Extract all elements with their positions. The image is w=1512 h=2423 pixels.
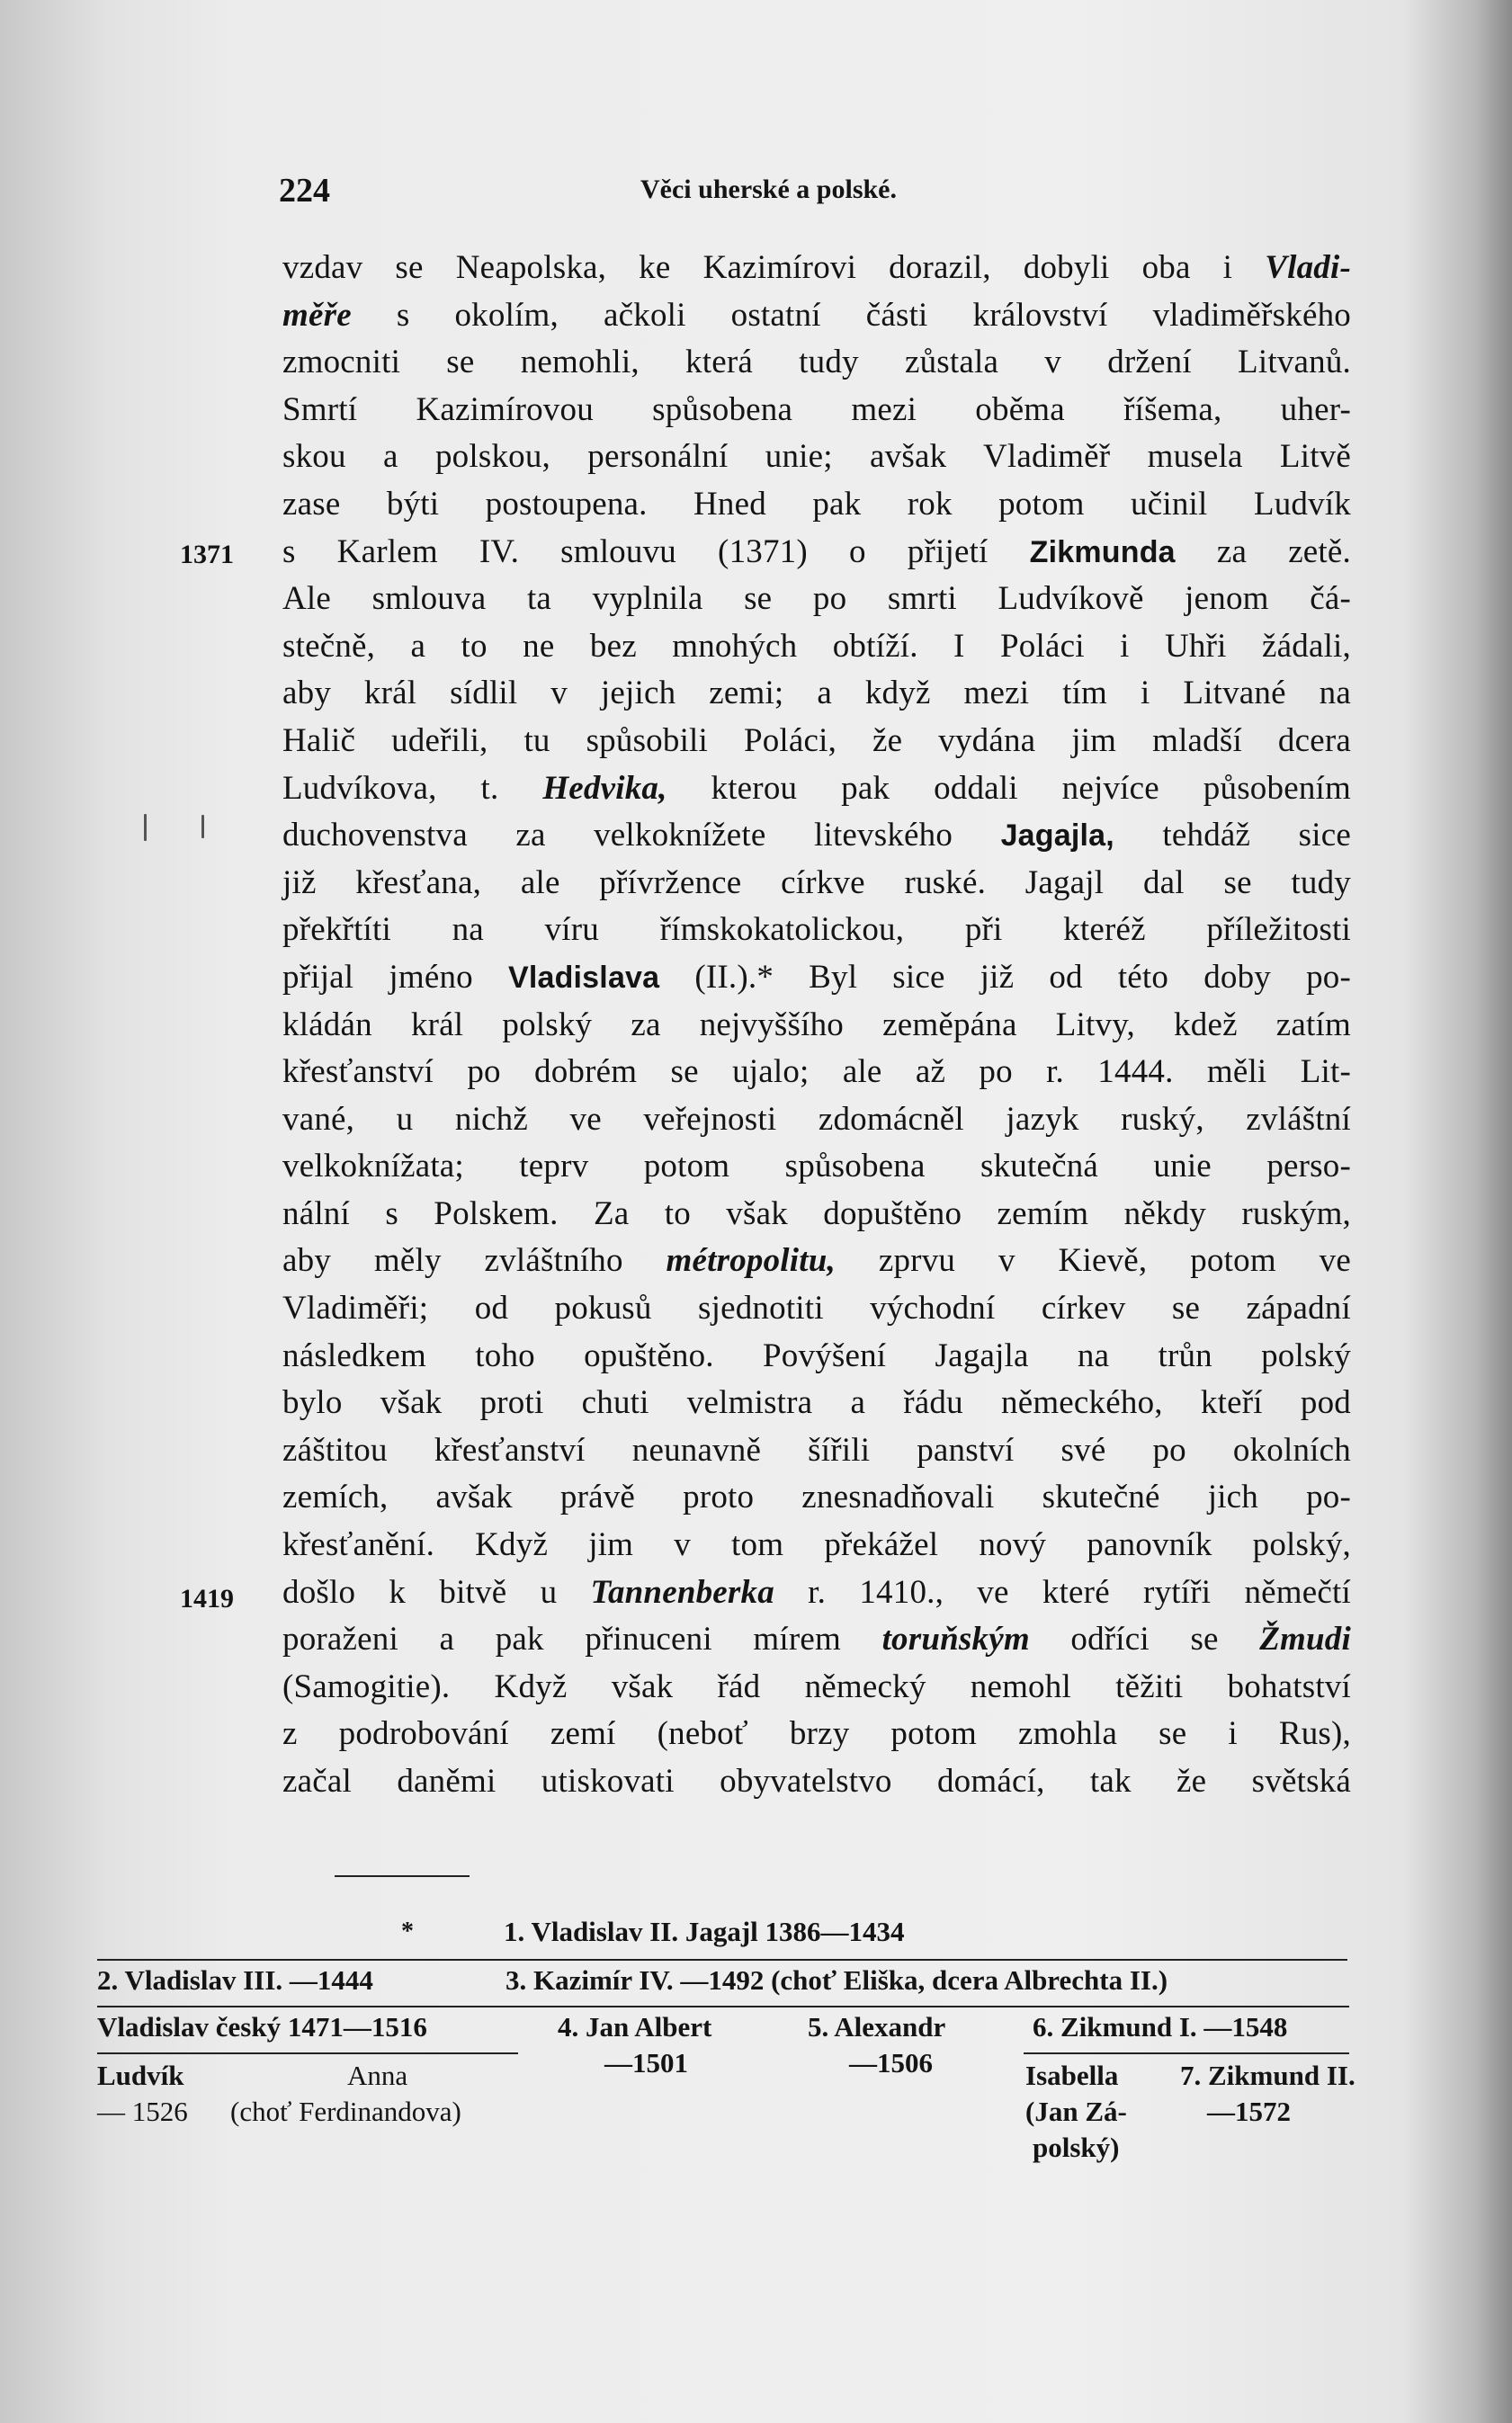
text-run: (Samogitie). Když však řád německý nemohl těžiti bohatství (282, 1667, 1351, 1705)
emphasized-name: Zikmunda (1029, 534, 1176, 569)
text-run: r. 1410., ve které rytíři němečtí (774, 1573, 1351, 1611)
emphasized-name: Jagajla, (1000, 818, 1114, 854)
text-run: kterou pak oddali nejvíce působením (667, 769, 1351, 807)
text-line (282, 1285, 1351, 1333)
text-run: aby měly zvláštního (282, 1242, 667, 1280)
text-line (282, 954, 1351, 1002)
text-run: stečně, a to ne bez mnohých obtíží. I Poláci i Uhři žádali, (282, 627, 1351, 665)
text-line (282, 1049, 1351, 1096)
text-run: Halič udeřili, tu spůsobili Poláci, že vydána jim mladší dcera (282, 721, 1351, 759)
text-run: záštitou křesťanství neunavně šířili panství své po okolních (282, 1431, 1351, 1469)
gen3-alexandr-dates: —1506 (849, 2047, 933, 2079)
text-run: s Karlem IV. smlouvu (1371) o přijetí (282, 532, 1030, 570)
text-run: vzdav se Neapolska, ke Kazimírovi dorazil, dobyli oba i (282, 249, 1266, 286)
text-run: přijal jméno (282, 958, 508, 996)
scan-mark (201, 815, 204, 838)
italic-term: Tannenberka (590, 1573, 774, 1611)
running-header (279, 171, 1349, 216)
text-line (282, 1758, 1351, 1806)
text-line (282, 1333, 1351, 1381)
text-line (282, 718, 1351, 765)
gen4-isabella-husband: (Jan Zá- (1025, 2096, 1127, 2127)
gen4-zikmund-ii-dates: —1572 (1207, 2096, 1291, 2127)
gen3-jan-albert-dates: —1501 (604, 2047, 688, 2079)
gen3-left-bracket (97, 2052, 518, 2054)
text-run: aby král sídlil v jejich zemi; a když mezi tím i Litvané na (282, 675, 1351, 712)
text-line (282, 387, 1351, 434)
text-line (282, 339, 1351, 387)
text-run: došlo k bitvě u (282, 1573, 591, 1611)
text-line (282, 245, 1351, 292)
text-line (282, 623, 1351, 671)
text-line (282, 1616, 1351, 1664)
text-run: bylo však proti chuti velmistra a řádu německého, kteří pod (282, 1384, 1351, 1422)
text-run: začal daněmi utiskovati obyvatelstvo domácí, tak že světská (282, 1763, 1351, 1800)
gen4-isabella-husband-cont: polský) (1033, 2132, 1120, 2163)
gen3-vladislav-cesky: Vladislav český 1471—1516 (97, 2011, 427, 2043)
gen1-bracket (97, 1959, 1347, 1961)
text-run: poraženi a pak přinuceni mírem (282, 1621, 882, 1659)
text-run: zase býti postoupena. Hned pak rok potom učinil Ludvík (282, 485, 1351, 523)
italic-term: toruňským (881, 1621, 1030, 1659)
footnote-marker: * (401, 1918, 414, 1945)
text-run: tehdáž sice (1114, 817, 1351, 854)
gen3-jan-albert: 4. Jan Albert (558, 2011, 712, 2043)
text-run: odříci se (1029, 1621, 1260, 1659)
text-run: Smrtí Kazimírovou spůsobena mezi oběma říšema, uher- (282, 390, 1351, 428)
text-line (282, 1522, 1351, 1569)
text-run: překřtíti na víru římskokatolickou, při kteréž příležitosti (282, 911, 1351, 949)
text-run: již křesťana, ale přívržence církve ruské. Jagajl dal se tudy (282, 863, 1351, 901)
text-line (282, 434, 1351, 481)
text-run: kládán král polský za nejvyššího zeměpána Litvy, kdež zatím (282, 1006, 1351, 1043)
emphasized-name: Vladislava (507, 960, 660, 995)
body-paragraph (282, 245, 1351, 1806)
text-run: duchovenstva za velkoknížete litevského (282, 817, 1001, 854)
text-line (282, 1380, 1351, 1427)
text-run: zemích, avšak právě proto znesnadňovali skutečné jich po- (282, 1479, 1351, 1516)
text-run: s okolím, ačkoli ostatní části království vladiměřského (351, 296, 1351, 334)
text-line (282, 1569, 1351, 1617)
italic-term: Hedvika, (542, 769, 667, 807)
text-run: křesťanství po dobrém se ujalo; ale až po r. 1444. měli Lit- (282, 1053, 1351, 1091)
text-line (282, 1191, 1351, 1238)
text-line (282, 1427, 1351, 1475)
text-run: Ale smlouva ta vyplnila se po smrti Ludvíkově jenom čá- (282, 580, 1351, 618)
text-run: křesťanění. Když jim v tom překážel nový panovník polský, (282, 1526, 1351, 1564)
text-run: z podrobování zemí (neboť brzy potom zmohla se i Rus), (282, 1715, 1351, 1753)
gen4-zikmund-ii: 7. Zikmund II. (1180, 2060, 1355, 2091)
text-line (282, 765, 1351, 813)
text-run: za zetě. (1175, 532, 1351, 570)
text-run: vané, u nichž ve veřejnosti zdomácněl jazyk ruský, zvláštní (282, 1100, 1351, 1138)
text-line (282, 576, 1351, 623)
text-line (282, 1474, 1351, 1522)
text-run: následkem toho opuštěno. Povýšení Jagajla na trůn polský (282, 1337, 1351, 1374)
page-number: 224 (279, 172, 330, 210)
text-line (282, 1002, 1351, 1050)
text-line (282, 292, 1351, 340)
gen1-jagajl: 1. Vladislav II. Jagajl 1386—1434 (504, 1916, 905, 1947)
text-run: zmocniti se nemohli, která tudy zůstala v držení Litvanů. (282, 344, 1351, 381)
text-line (282, 1096, 1351, 1144)
gen4-isabella: Isabella (1025, 2060, 1119, 2091)
gen2-bracket (97, 2006, 1349, 2007)
text-run: Vladiměři; od pokusů sjednotiti východní církev se západní (282, 1290, 1351, 1328)
text-line (282, 812, 1351, 860)
text-line (282, 1238, 1351, 1285)
text-run: (II.).* Byl sice již od této doby po- (659, 958, 1351, 996)
italic-term: Žmudi (1259, 1621, 1351, 1659)
margin-year-1371: 1371 (180, 540, 234, 569)
text-run: zprvu v Kievě, potom ve (835, 1242, 1351, 1280)
italic-term: měře (282, 296, 352, 334)
text-run: skou a polskou, personální unie; avšak Vladiměř musela Litvě (282, 438, 1351, 476)
text-line (282, 481, 1351, 529)
text-line (282, 529, 1351, 577)
gen3-alexandr: 5. Alexandr (808, 2011, 946, 2043)
italic-term: métropolitu, (666, 1242, 836, 1280)
text-line (282, 670, 1351, 718)
footnote-separator (335, 1875, 470, 1877)
gen4-ludvik: Ludvík (97, 2060, 184, 2091)
running-title: Věci uherské a polské. (640, 174, 897, 204)
scan-mark (144, 814, 147, 841)
text-line (282, 860, 1351, 908)
text-line (282, 907, 1351, 954)
margin-year-1419: 1419 (180, 1584, 234, 1614)
italic-term: Vladi- (1265, 249, 1351, 286)
text-run: velkoknížata; teprv potom spůsobena skutečná unie perso- (282, 1148, 1351, 1185)
text-run: Ludvíkova, t. (282, 769, 543, 807)
text-run: nální s Polskem. Za to však dopuštěno zemím někdy ruským, (282, 1194, 1351, 1232)
gen3-zikmund-i: 6. Zikmund I. —1548 (1033, 2011, 1288, 2043)
gen2-vladislav-iii: 2. Vladislav III. —1444 (97, 1964, 373, 1996)
gen4-anna-husband: (choť Ferdinandova) (230, 2096, 461, 2127)
gen2-kazimir-iv: 3. Kazimír IV. —1492 (choť Eliška, dcera Albrechta II.) (505, 1964, 1168, 1996)
text-line (282, 1664, 1351, 1712)
gen3-right-bracket (1024, 2052, 1349, 2054)
text-line (282, 1711, 1351, 1758)
text-line (282, 1143, 1351, 1191)
gen4-anna: Anna (347, 2060, 408, 2091)
gen4-ludvik-dates: — 1526 (97, 2096, 188, 2127)
